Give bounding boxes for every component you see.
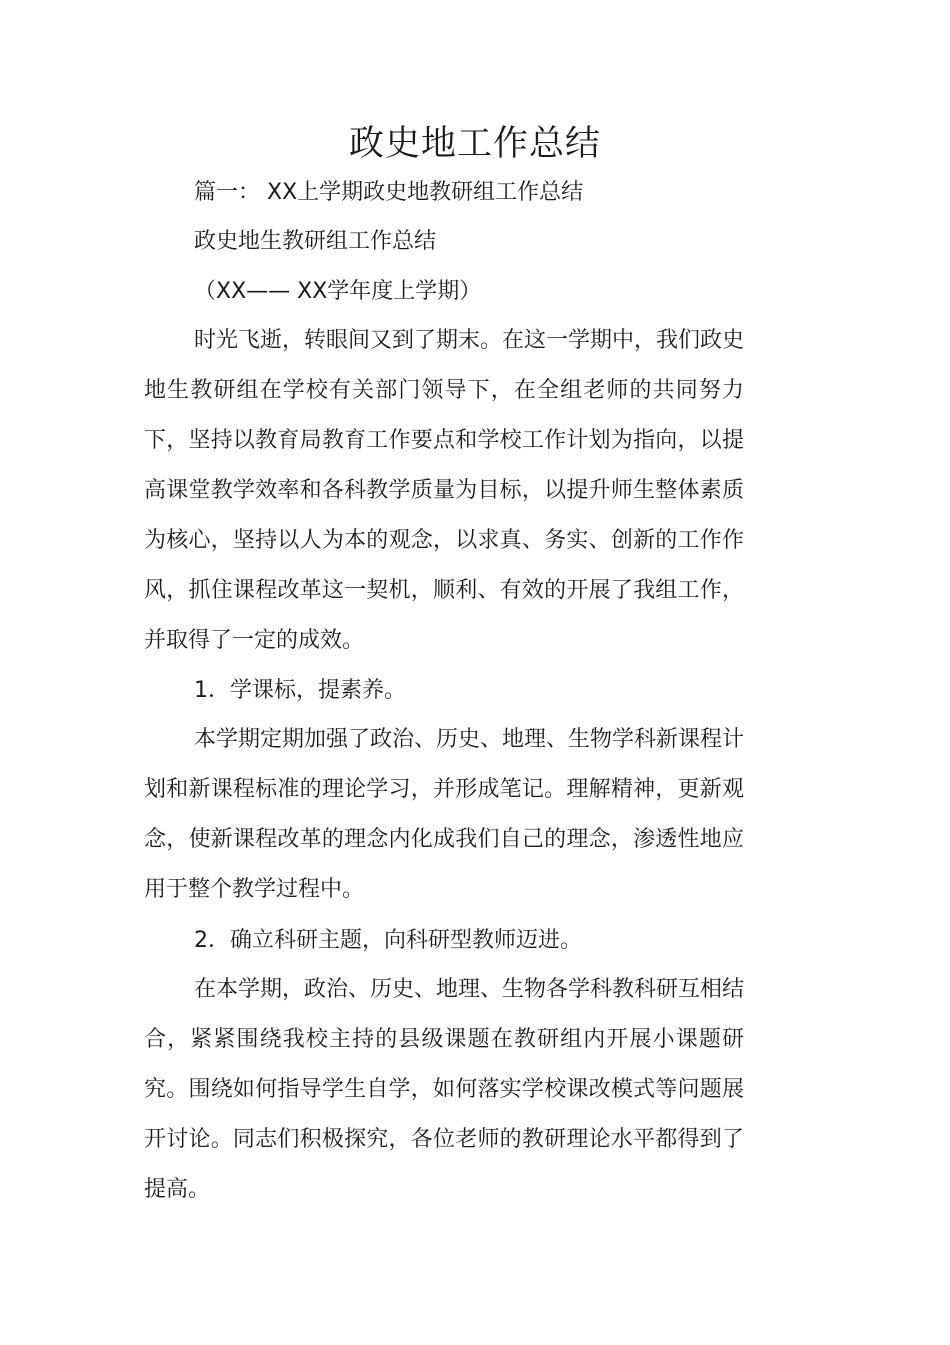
term-line: （XX—— XX学年度上学期） xyxy=(194,279,482,304)
paragraph-section-2: 在本学期，政治、历史、地理、生物各学科教科研互相结合，紧紧围绕我校主持的县级课题在教研组内开展小课题研究。围绕如何指导学生自学，如何落实学校课改模式等问题展开讨论。同志们积极探究，各位老师的教研理论水平都得到了提高。 xyxy=(144,977,745,1202)
section-heading-1: 1．学课标，提素养。 xyxy=(194,678,406,703)
paragraph-intro: 时光飞逝，转眼间又到了期末。在这一学期中，我们政史地生教研组在学校有关部门领导下，在全组老师的共同努力下，坚持以教育局教育工作要点和学校工作计划为指向，以提高课堂教学效率和各科教学质量为目标，以提升师生整体素质为核心，坚持以人为本的观念，以求真、务实、创新的工作作风，抓住课程改革这一契机，顺利、有效的开展了我组工作，并取得了一定的成效。 xyxy=(144,328,745,653)
document-title: 政史地工作总结 xyxy=(348,124,601,164)
group-heading: 政史地生教研组工作总结 xyxy=(194,229,437,254)
paragraph-section-1: 本学期定期加强了政治、历史、地理、生物学科新课程计划和新课程标准的理论学习，并形成笔记。理解精神，更新观念，使新课程改革的理念内化成我们自己的理念，渗透性地应用于整个教学过程中。 xyxy=(144,727,745,902)
subtitle-line: 篇一： XX上学期政史地教研组工作总结 xyxy=(194,180,584,205)
section-heading-2: 2．确立科研主题，向科研型教师迈进。 xyxy=(194,928,582,953)
